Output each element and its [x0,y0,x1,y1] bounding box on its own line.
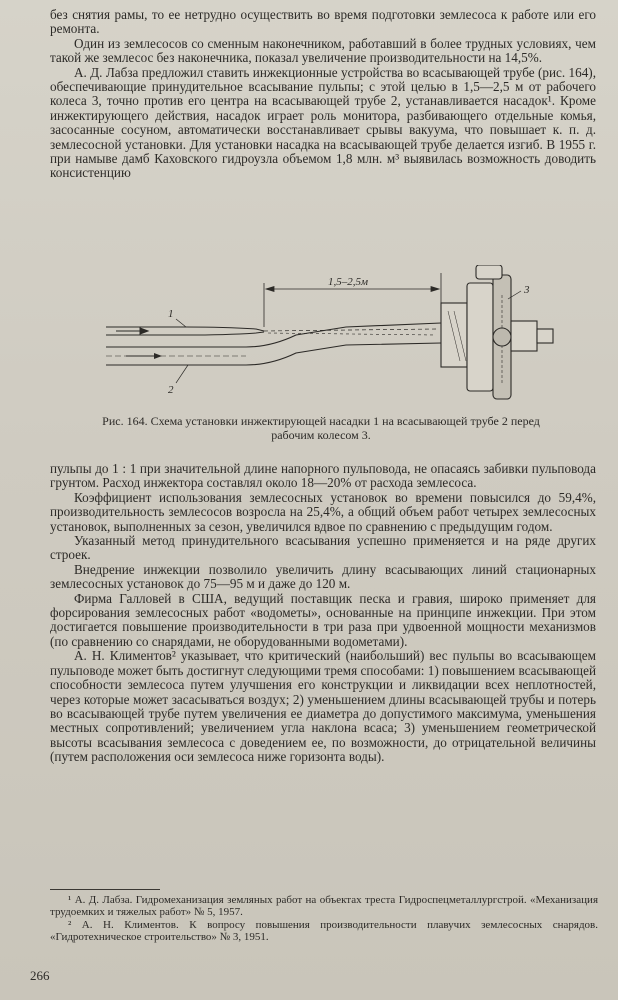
figure-caption: Рис. 164. Схема установки инжектирующей насадки 1 на всасывающей трубе 2 перед рабочим колесом 3. [102,414,540,442]
paragraph: пульпы до 1 : 1 при значительной длине напорного пульповода, не опасаясь забивки пульповода грунтом. Расход инжектора составлял около 18—20% от расхода землесоса. [50,461,596,491]
label-1: 1 [168,308,174,320]
paragraph: Коэффициент использования землесосных установок во времени повысился до 59,4%, производительность землесосов возросла на 25,4%, а общий объем работ четырех землесосных установок, выполненных за сезон, увеличился вдвое по сравнению с предыдущим годом. [50,489,596,534]
injector-nozzle [106,327,436,335]
page-number: 266 [30,968,50,983]
footnotes [50,894,598,944]
paragraph: Внедрение инжекции позволило увеличить длину всасывающих линий стационарных землесосных установок до 75—95 м и даже до 120 м. [50,561,596,592]
paragraph: без снятия рамы, то ее нетрудно осуществить во время подготовки землесоса к работе или его ремонта. [50,7,596,37]
top-text-block [50,8,596,181]
label-2: 2 [168,384,174,396]
flow-arrow [126,353,162,359]
paragraph: Фирма Галловей в США, ведущий поставщик песка и гравия, широко применяет для форсирования землесосных работ «водометы», основанные на принципе инжекции. При этом достигается повышение производительности в три раза при удвоенной мощности механизмов (по сравнению со снарядами, не оборудованными водометами). [50,590,596,649]
label-3: 3 [524,284,530,296]
footnote-2: ² А. Н. Климентов. К вопросу повышения производительности плавучих землесосных снарядов. «Гидротехническое строительство» № 3, 1951. [50,918,598,944]
dimension-label: 1,5–2,5м [328,276,369,288]
paragraph: А. Д. Лабза предложил ставить инжекционные устройства во всасывающей трубе (рис. 164), обеспечивающие принудительное всасывание пульпы; с этой целью в 1,5—2,5 м от рабочего колеса 3, точно против его центра на всасывающей трубе 2, устанавливается насадок¹. Кроме инжектирующего действия, насадок играет роль монитора, разбивающего отдельные комья, засосанные сосуном, автоматически восстанавливает срывы вакуума, что повышает к. п. д. землесосной установки. Для установки насадка на всасывающей трубе делается изгиб. В 1955 г. при намыве дамб Каховского гидроузла объемом 1,8 млн. м³ выявилась возможность доводить консистенцию [50,64,596,181]
main-text-block [50,462,596,765]
paragraph: Один из землесосов со сменным наконечником, работавший в более трудных условиях, чем такой же землесос без наконечника, показал увеличение производительности на 14,5%. [50,35,596,66]
footnote-1: ¹ А. Д. Лабза. Гидромеханизация земляных работ на объектах треста Гидроспецметаллургстрой. «Механизация трудоемких и тяжелых работ» № 5, 1957. [50,894,598,919]
footnote-divider [50,889,160,890]
figure-164-diagram [96,265,556,413]
dredge-pump-impeller [441,265,553,399]
paragraph: Указанный метод принудительного всасывания успешно применяется и на ряде других строек. [50,533,596,563]
paragraph: А. Н. Климентов² указывает, что критический (наибольший) вес пульпы во всасывающем пульповоде может быть достигнут следующими тремя способами: 1) повышением всасывающей способности землесоса путем улучшения его конструкции и ликвидации всех неплотностей, через которые может засасываться воздух; 2) уменьшением длины всасывающей трубы и потерь во всасывающей трубе путем увеличения ее диаметра до допустимого максимума, уменьшения местных сопротивлений; увеличением угла наклона всаса; 3) уменьшением геометрической высоты всасывания землесоса с доведением ее, по возможности, до отрицательной величины (путем расположения оси землесоса ниже горизонта воды). [50,648,596,765]
